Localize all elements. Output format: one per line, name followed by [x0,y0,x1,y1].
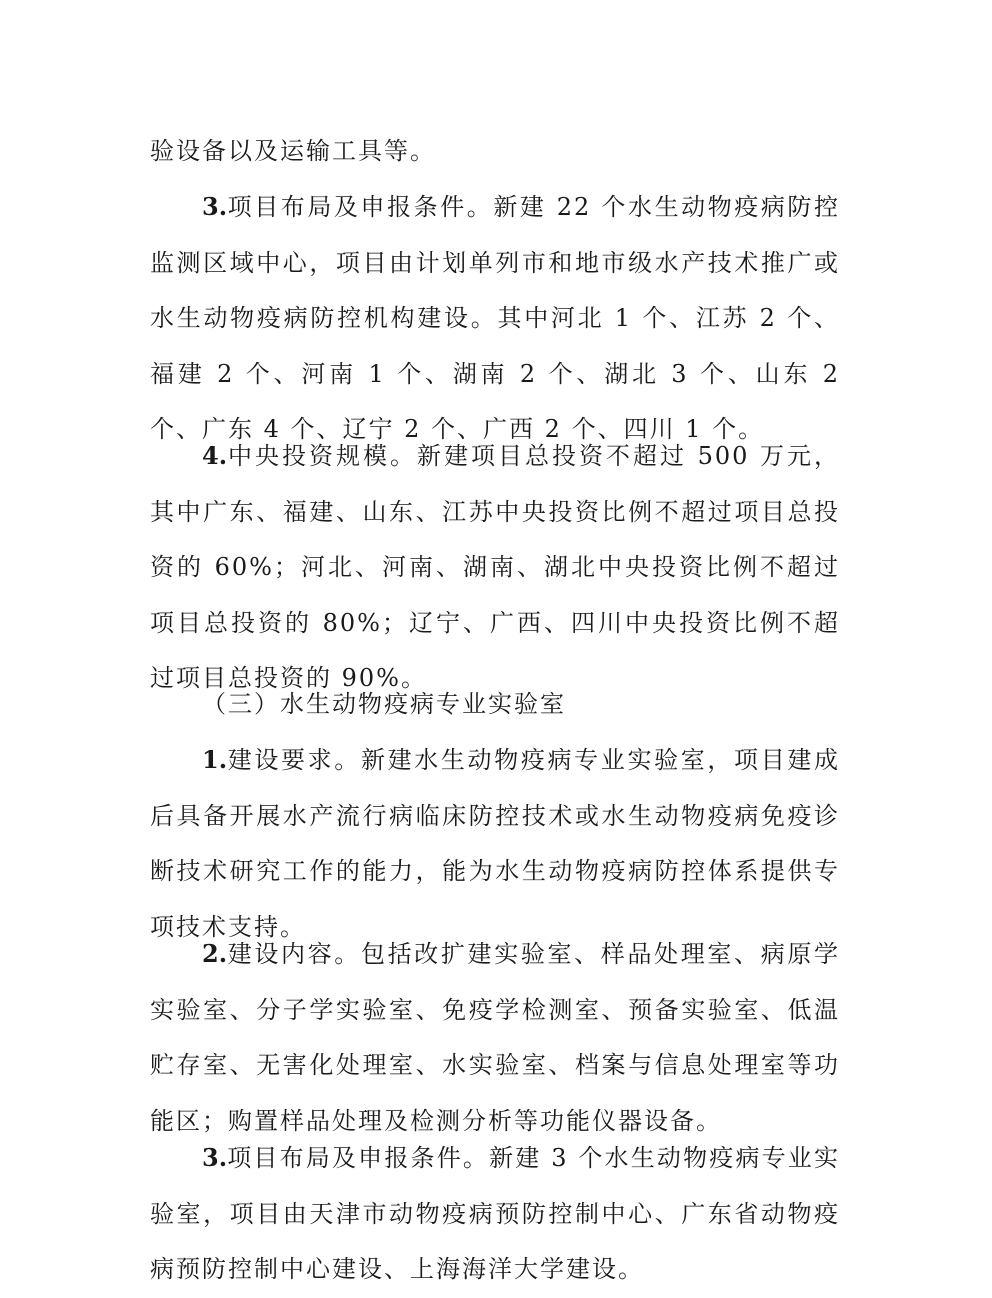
paragraph-text: 建设要求。新建水生动物疫病专业实验室，项目建成后具备开展水产流行病临床防控技术或水生动物疫病免疫诊断技术研究工作的能力，能为水生动物疫病防控体系提供专项技术支持。 [150,746,840,941]
paragraph-investment-scale [150,428,840,707]
item-number: 4. [202,441,228,470]
paragraph-lab-layout-conditions [150,1130,840,1298]
paragraph-construction-content [150,926,840,1149]
paragraph-construction-requirements [150,732,840,955]
paragraph-text: 项目布局及申报条件。新建 3 个水生动物疫病专业实验室，项目由天津市动物疫病预防控制中心、广东省动物疫病预防控制中心建设、上海海洋大学建设。 [150,1144,840,1283]
section-heading: （三）水生动物疫病专业实验室 [202,690,566,718]
paragraph-text: 中央投资规模。新建项目总投资不超过 500 万元，其中广东、福建、山东、江苏中央投资比例不超过项目总投资的 60%；河北、河南、湖南、湖北中央投资比例不超过项目总投资的 80%；辽宁、广西、四川中央投资比例不超过项目总投资的 90%。 [150,442,840,692]
item-number: 2. [202,939,228,968]
paragraph-layout-conditions [150,179,840,458]
paragraph-text: 建设内容。包括改扩建实验室、样品处理室、病原学实验室、分子学实验室、免疫学检测室、预备实验室、低温贮存室、无害化处理室、水实验室、档案与信息处理室等功能区；购置样品处理及检测分析等功能仪器设备。 [150,940,840,1135]
item-number: 3. [202,1143,228,1172]
paragraph-text: 验设备以及运输工具等。 [150,137,436,165]
item-number: 3. [202,192,228,221]
paragraph-text: 项目布局及申报条件。新建 22 个水生动物疫病防控监测区域中心，项目由计划单列市和地市级水产技术推广或水生动物疫病防控机构建设。其中河北 1 个、江苏 2 个、福建 2 个、河南 1 个、湖南 2 个、湖北 3 个、山东 2 个、广东 4 个、辽宁 2 个、广西 2 个、四川 1 个。 [150,193,840,443]
paragraph-continuation [150,124,840,180]
item-number: 1. [202,745,228,774]
